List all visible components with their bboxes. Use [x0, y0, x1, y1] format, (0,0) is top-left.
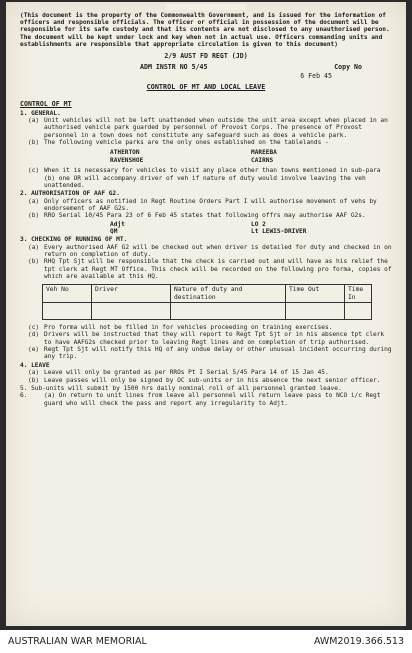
para-3c: (c) Pro forma will not be filled in for vehicles proceeding on training exercises.	[28, 324, 333, 332]
classification-stamp-area	[166, 4, 246, 10]
section-heading-control-mt: CONTROL OF MT	[20, 100, 72, 109]
proforma-table	[42, 284, 372, 320]
para-1a: (a) Unit vehicles will not be left unattended when outside the unit area except when placed in an authorised vehicle park guarded by personnel of Provost Corps. The presence of Provost personnel in a town does not constitute any safeguard such as does a vehicle park.	[28, 117, 388, 139]
vehicle-park-towns	[20, 149, 392, 164]
table-header: Time Out	[286, 285, 345, 303]
para-4b: (b) Leave passes will only be signed by OC sub-units or in his absence the next senior officer.	[28, 376, 381, 384]
section-3-heading: 3. CHECKING OF RUNNING OF MT.	[20, 236, 128, 244]
section-2-heading: 2. AUTHORISATION OF AAF G2.	[20, 190, 120, 198]
officer: QM	[110, 228, 118, 236]
archive-footer	[0, 630, 412, 653]
reference-row	[20, 64, 392, 71]
section-4-heading: 4. LEAVE	[20, 361, 50, 369]
authorising-officers	[20, 221, 392, 236]
notice-text: (This document is the property of the Commonwealth Government, and is issued for the information of officers and responsible officials. The officer or official in possession of the document will be responsible for its safe custody and that its contents are not disclosed to any unauthorised person. The document will be kept under lock and key when not in actual use. Officers commanding units and establishments are responsible that appropriate circulation is given to this document)	[20, 12, 390, 48]
officer: LO 2	[251, 220, 266, 228]
para-1b: (b) The following vehicle parks are the only ones established on the tablelands -	[28, 139, 329, 147]
para-2a: (a) Only officers as notified in Regt Routine Orders Part I will authorise movement of vehs by endorsement of AAF G2s.	[28, 197, 377, 212]
officer: Adjt	[110, 220, 125, 228]
para-1c: (c) When it is necessary for vehicles to visit any place other than towns mentioned in sub-para (b) one OR will accompany driver of veh if nature of duty would involve leaving the veh unattended.	[28, 167, 381, 189]
town-name: RAVENSHOE	[110, 156, 144, 164]
town-name: ATHERTON	[110, 149, 140, 157]
table-header: Time In	[345, 285, 372, 303]
table-header: Driver	[92, 285, 171, 303]
para-4a: (a) Leave will only be granted as per RROs Pt I Serial 5/45 Para 14 of 15 Jan 45.	[28, 369, 329, 377]
copy-number: Copy No	[334, 63, 362, 72]
archive-reference: AWM2019.366.513	[313, 636, 404, 647]
archive-name: AUSTRALIAN WAR MEMORIAL	[8, 636, 147, 647]
document-date: 6 Feb 45	[300, 71, 332, 80]
table-header: Nature of duty and destination	[171, 285, 286, 303]
document-title: CONTROL OF MT AND LOCAL LEAVE	[146, 83, 266, 92]
officer: Lt LEWIS-DRIVER	[251, 228, 307, 236]
table-header: Veh No	[43, 285, 92, 303]
para-6a: 6. (a) On return to unit lines from leave all personnel will return leave pass to NCO i/c Regt guard who will check the pass and report any irregularity to Adjt.	[20, 392, 381, 407]
table-row	[43, 303, 372, 320]
para-3b: (b) RHQ Tpt Sjt will be responsible that the check is carried out and will have as his relief the tpt clerk at Regt MT Office. This check will be recorded on the following pro forma, copies of which are available at this HQ.	[28, 258, 392, 281]
para-3e: (e) Regt Tpt Sjt will notify this HQ of any undue delay or other unusual incident occurring during any trip.	[28, 346, 392, 361]
section-1-heading: 1. GENERAL.	[20, 109, 61, 117]
town-name: CAIRNS	[251, 156, 274, 164]
document-sheet	[6, 2, 406, 626]
section-5: 5. Sub-units will submit by 1500 hrs daily nominal roll of all personnel granted leave.	[20, 384, 342, 392]
town-name: MAREEBA	[251, 149, 277, 157]
instruction-number: ADM INSTR NO 5/45	[140, 63, 208, 72]
para-3d: (d) Drivers will be instructed that they will report to Regt Tpt Sjt or in his absence tpt clerk to have AAFG2s checked prior to leaving Regt lines and on completion of trip authorised.	[28, 331, 385, 346]
para-2b: (b) RRO Serial 10/45 Para 23 of 6 Feb 45 states that following offrs may authorise AAF G2s.	[28, 212, 366, 220]
unit-heading: 2/9 AUST FD REGT (JD)	[164, 52, 248, 61]
para-3a: (a) Every authorised AAF G2 will be checked out when driver is detailed for duty and checked in on return on completion of duty.	[28, 243, 392, 259]
table-header-row	[43, 285, 372, 303]
